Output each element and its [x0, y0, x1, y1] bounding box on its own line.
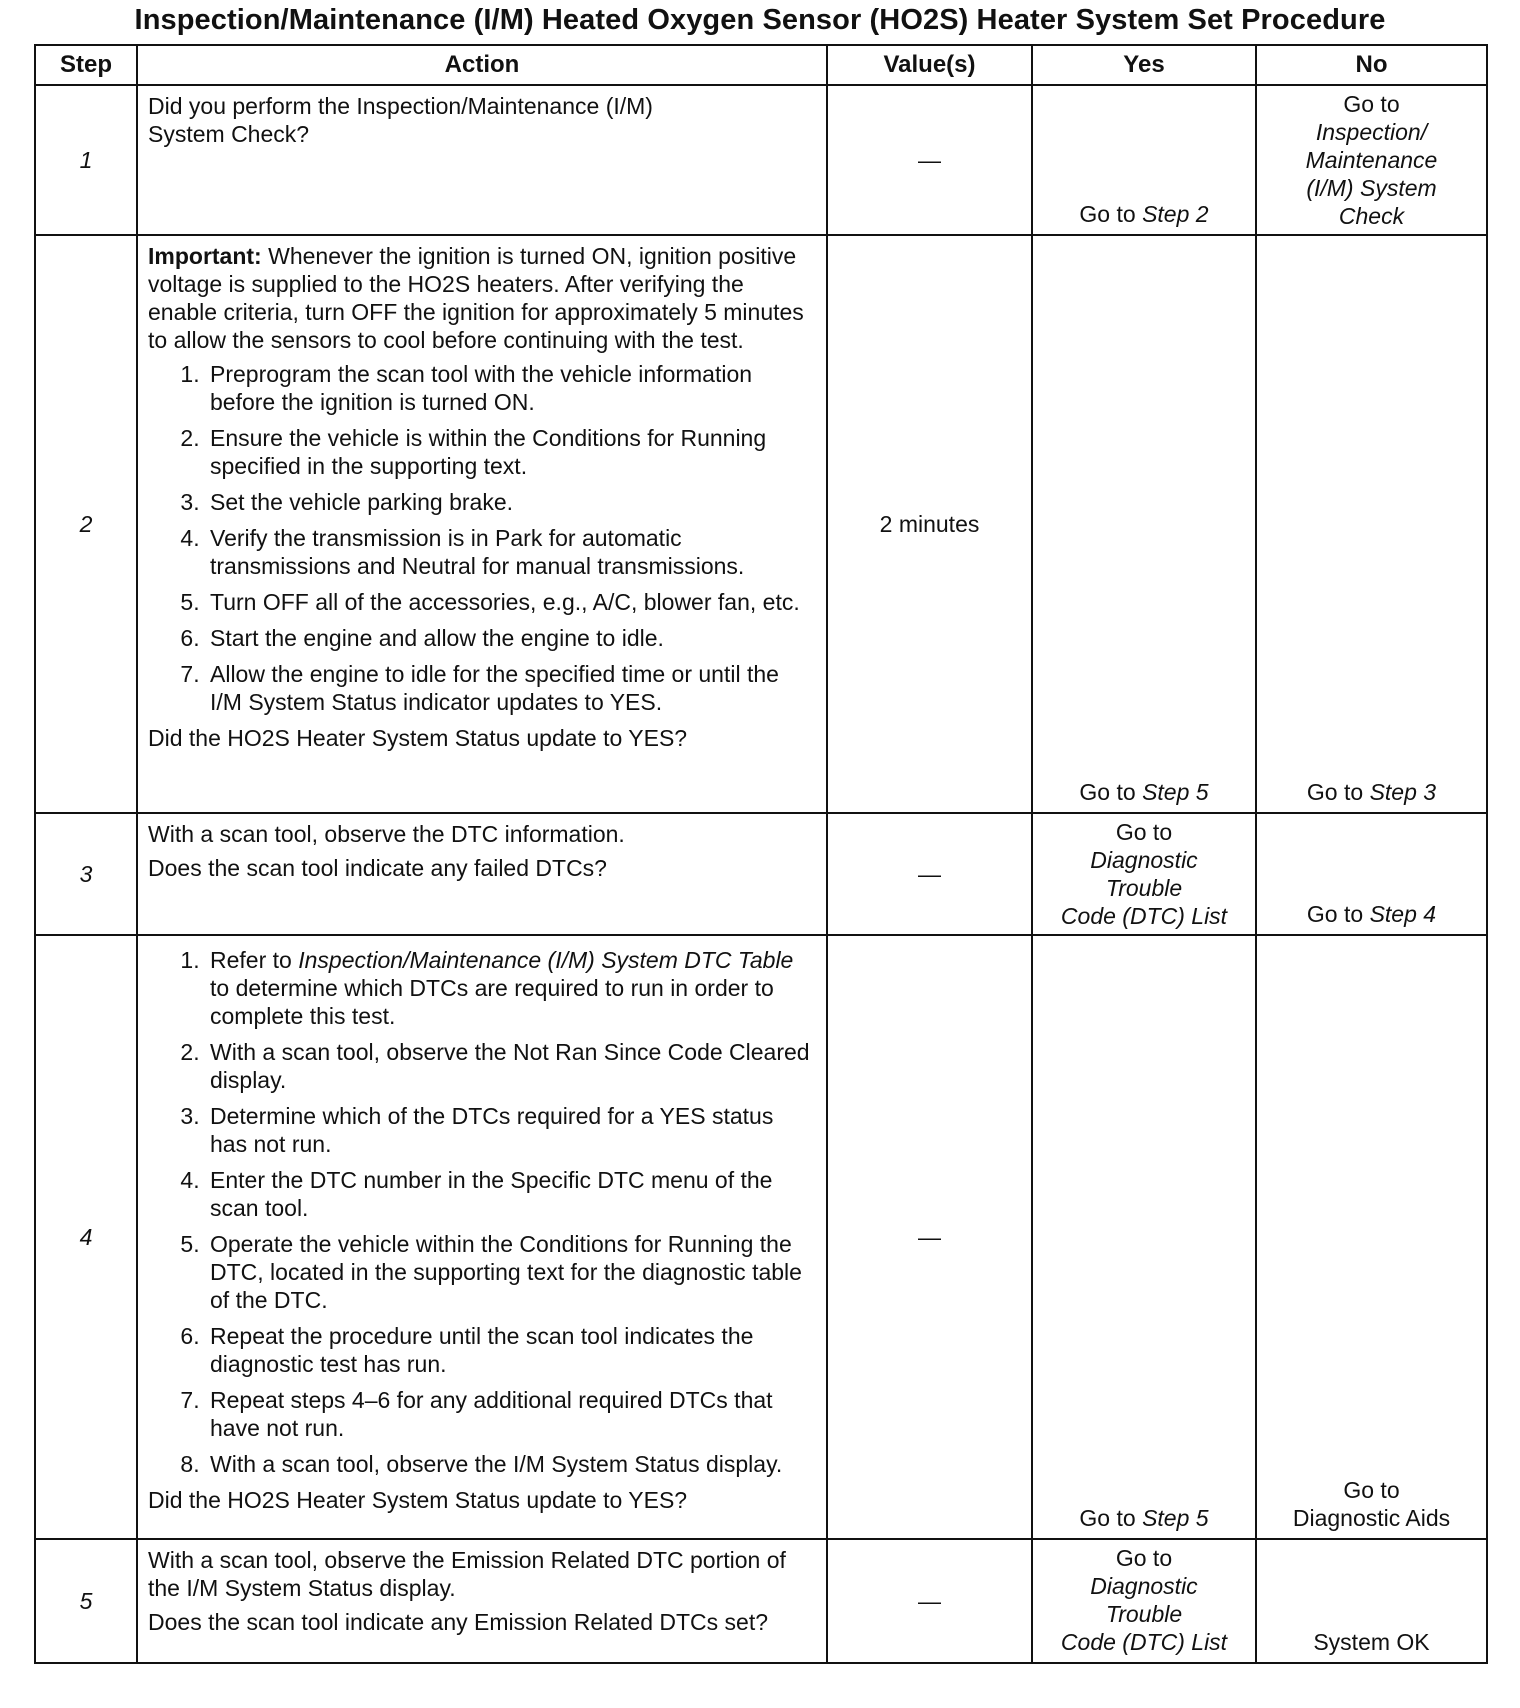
procedure-table: [34, 44, 1488, 1664]
go-to-text: Go to: [1079, 779, 1136, 805]
no-cell: [1256, 935, 1487, 1539]
yes-target-line: Trouble: [1105, 875, 1183, 901]
action-text-line: System Check?: [148, 121, 310, 147]
yes-cell: [1032, 935, 1256, 1539]
yes-link[interactable]: [1039, 1544, 1249, 1656]
list-item: 3. Determine which of the DTCs required for a YES status has not run.: [206, 1102, 816, 1158]
list-item: 5. Operate the vehicle within the Conditions for Running the DTC, located in the supporting text for the diagnostic table of the DTC.: [206, 1230, 816, 1314]
yes-link[interactable]: [1039, 1504, 1249, 1532]
go-to-text: Go to: [1079, 1505, 1136, 1531]
table-row-step-3: [35, 813, 1487, 935]
value-cell: —: [827, 935, 1032, 1539]
important-note: [148, 242, 816, 354]
yes-target-line: Diagnostic: [1090, 1573, 1198, 1599]
no-target-line: Maintenance: [1305, 147, 1438, 173]
yes-target-line: Code (DTC) List: [1060, 1629, 1228, 1655]
list-item: 2. With a scan tool, observe the Not Ran Since Code Cleared display.: [206, 1038, 816, 1094]
value-cell: 2 minutes: [827, 235, 1032, 813]
list-item: 5. Turn OFF all of the accessories, e.g., A/C, blower fan, etc.: [206, 588, 816, 616]
list-item: 7. Allow the engine to idle for the specified time or until the I/M System Status indicator updates to YES.: [206, 660, 816, 716]
table-row-step-2: [35, 235, 1487, 813]
list-item: 7. Repeat steps 4–6 for any additional required DTCs that have not run.: [206, 1386, 816, 1442]
action-cell: [137, 1539, 827, 1663]
no-target-line: (I/M) System: [1306, 175, 1437, 201]
no-link[interactable]: [1263, 778, 1480, 806]
table-header-row: [35, 45, 1487, 85]
action-cell: [137, 85, 827, 235]
yes-cell: [1032, 813, 1256, 935]
yes-link[interactable]: [1039, 200, 1249, 228]
go-to-text: Go to: [1115, 819, 1173, 845]
action-text: With a scan tool, observe the Emission Related DTC portion of the I/M System Status display.: [148, 1547, 786, 1601]
yes-cell: [1032, 1539, 1256, 1663]
action-cell: [137, 813, 827, 935]
item-suffix: to determine which DTCs are required to run in order to complete this test.: [210, 975, 774, 1029]
step-number: 3: [35, 813, 137, 935]
important-label: Important:: [148, 243, 262, 269]
go-to-text: Go to: [1306, 779, 1364, 805]
header-yes: Yes: [1032, 45, 1256, 85]
action-text: With a scan tool, observe the DTC information.: [148, 821, 625, 847]
yes-target-line: Diagnostic: [1090, 847, 1198, 873]
list-item: 2. Ensure the vehicle is within the Conditions for Running specified in the supporting text.: [206, 424, 816, 480]
go-to-text: Go to: [1343, 91, 1400, 117]
list-item: 6. Repeat the procedure until the scan tool indicates the diagnostic test has run.: [206, 1322, 816, 1378]
yes-link[interactable]: [1039, 778, 1249, 806]
step-number: 1: [35, 85, 137, 235]
table-row-step-1: [35, 85, 1487, 235]
value-cell: —: [827, 85, 1032, 235]
no-link[interactable]: [1263, 1476, 1480, 1532]
no-link[interactable]: [1263, 90, 1480, 230]
list-item: 4. Verify the transmission is in Park for automatic transmissions and Neutral for manual transmissions.: [206, 524, 816, 580]
item-prefix: Refer to: [210, 947, 292, 973]
header-action: Action: [137, 45, 827, 85]
no-link[interactable]: [1263, 900, 1480, 928]
list-item: 6. Start the engine and allow the engine to idle.: [206, 624, 816, 652]
yes-target: Step 5: [1142, 1505, 1209, 1531]
go-to-text: Go to: [1115, 1545, 1173, 1571]
step-number: 2: [35, 235, 137, 813]
list-item: 4. Enter the DTC number in the Specific DTC menu of the scan tool.: [206, 1166, 816, 1222]
header-no: No: [1256, 45, 1487, 85]
header-step: Step: [35, 45, 137, 85]
go-to-text: Go to: [1079, 201, 1136, 227]
action-cell: [137, 935, 827, 1539]
important-text: Whenever the ignition is turned ON, ignition positive voltage is supplied to the HO2S heaters. After verifying the enable criteria, turn OFF the ignition for approximately 5 minutes to allow the sensors to cool before continuing with the test.: [148, 243, 804, 353]
no-cell: [1256, 813, 1487, 935]
go-to-text: Go to: [1343, 1477, 1400, 1503]
go-to-text: Go to: [1306, 901, 1364, 927]
action-text-line: Did you perform the Inspection/Maintenance (I/M): [148, 93, 653, 119]
table-row-step-4: [35, 935, 1487, 1539]
question-text: Did the HO2S Heater System Status update to YES?: [148, 1487, 688, 1513]
question-text: Does the scan tool indicate any failed DTCs?: [148, 855, 607, 881]
list-item: 3. Set the vehicle parking brake.: [206, 488, 816, 516]
list-item: 1. Preprogram the scan tool with the vehicle information before the ignition is turned ON.: [206, 360, 816, 416]
page-title: Inspection/Maintenance (I/M) Heated Oxygen Sensor (HO2S) Heater System Set Procedure: [134, 4, 1386, 36]
yes-target: Step 2: [1142, 201, 1209, 227]
yes-cell: [1032, 235, 1256, 813]
no-cell: [1256, 1539, 1487, 1663]
reference-link[interactable]: Inspection/Maintenance (I/M) System DTC Table: [298, 947, 794, 973]
no-target-line: Inspection/: [1315, 119, 1428, 145]
yes-target: Step 5: [1142, 779, 1209, 805]
step-number: 4: [35, 935, 137, 1539]
yes-target-line: Code (DTC) List: [1060, 903, 1228, 929]
procedure-list: [148, 946, 816, 1478]
no-result: System OK: [1313, 1629, 1430, 1655]
yes-target-line: Trouble: [1105, 1601, 1183, 1627]
no-target-line: Check: [1338, 203, 1405, 229]
question-text: Did the HO2S Heater System Status update to YES?: [148, 725, 688, 751]
yes-cell: [1032, 85, 1256, 235]
list-item: 8. With a scan tool, observe the I/M System Status display.: [206, 1450, 816, 1478]
action-cell: [137, 235, 827, 813]
no-cell: [1256, 85, 1487, 235]
procedure-list: [148, 360, 816, 716]
header-values: Value(s): [827, 45, 1032, 85]
no-target: Step 3: [1369, 779, 1437, 805]
value-cell: —: [827, 813, 1032, 935]
no-target: Diagnostic Aids: [1292, 1505, 1451, 1531]
question-text: Does the scan tool indicate any Emission Related DTCs set?: [148, 1609, 769, 1635]
no-target: Step 4: [1369, 901, 1437, 927]
no-cell: [1256, 235, 1487, 813]
table-row-step-5: [35, 1539, 1487, 1663]
step-number: 5: [35, 1539, 137, 1663]
value-cell: —: [827, 1539, 1032, 1663]
list-item: [206, 946, 816, 1030]
yes-link[interactable]: [1039, 818, 1249, 930]
